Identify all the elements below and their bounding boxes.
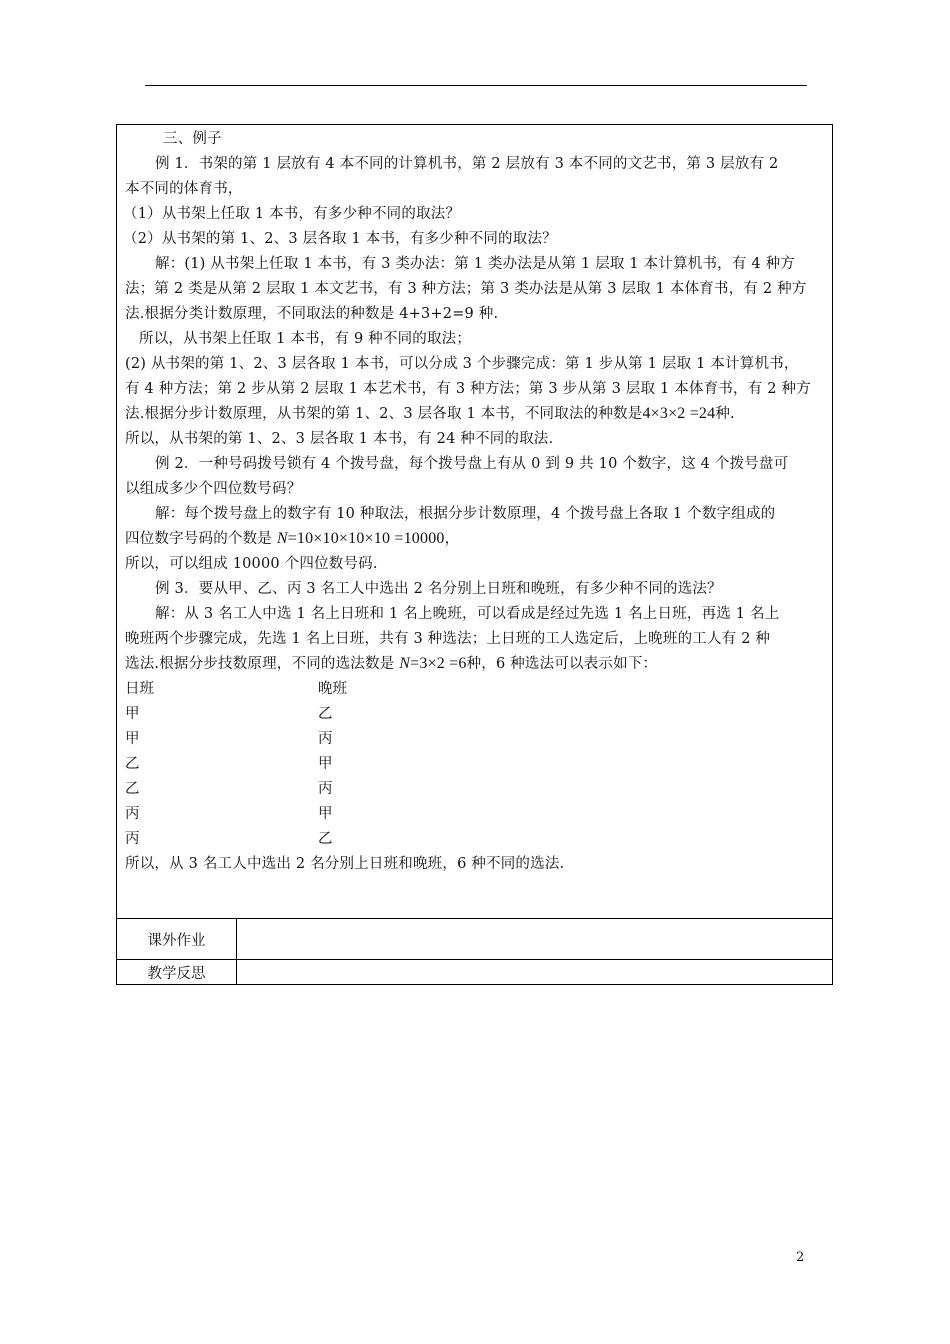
example3-conclusion: 所以，从 3 名工人中选出 2 名分别上日班和晚班，6 种不同的选法. (125, 856, 565, 872)
example2-conclusion: 所以，可以组成 10000 个四位数号码. (125, 556, 378, 572)
night-shift-cell: 乙 (318, 706, 333, 722)
example1-stem-line2: 本不同的体育书， (125, 181, 243, 197)
section-title: 三、例子 (163, 131, 222, 147)
example1-question2: （2）从书架的第 1、2、3 层各取 1 本书，有多少种不同的取法？ (123, 231, 557, 247)
homework-label: 课外作业 (117, 919, 237, 960)
example1-stem-line1: 例 1．书架的第 1 层放有 4 本不同的计算机书，第 2 层放有 3 本不同的文艺书，第 3 层放有 2 (155, 156, 779, 172)
example1-solution2-line3-prefix: 法.根据分步计数原理，从书架的第 1、2、3 层各取 1 本书，不同取法的种数是 (125, 406, 643, 422)
example3-formula: =3×2 =6 (410, 655, 467, 672)
example2-solution-line2 (125, 529, 824, 549)
homework-content-cell[interactable] (237, 919, 833, 960)
example1-formula: 4×3×2 =24 (642, 405, 716, 422)
day-shift-cell: 乙 (125, 756, 140, 772)
page-number: 2 (796, 1250, 805, 1265)
example1-solution1-line3: 法.根据分类计数原理，不同取法的种数是 4+3+2=9 种. (125, 306, 499, 322)
example2-solution-line1: 解：每个拨号盘上的数字有 10 种取法，根据分步计数原理，4 个拨号盘上各取 1 个数字组成的 (155, 506, 776, 522)
example1-question1: （1）从书架上任取 1 本书，有多少种不同的取法？ (123, 206, 461, 222)
homework-row (117, 919, 833, 960)
day-shift-header: 日班 (125, 681, 154, 697)
day-shift-cell: 丙 (125, 831, 140, 847)
reflection-label: 教学反思 (117, 960, 237, 985)
example3-stem: 例 3．要从甲、乙、丙 3 名工人中选出 2 名分别上日班和晚班，有多少种不同的选法？ (155, 581, 722, 597)
content-row (117, 125, 833, 919)
day-shift-cell: 甲 (125, 706, 140, 722)
night-shift-cell: 甲 (318, 806, 333, 822)
day-shift-cell: 丙 (125, 806, 140, 822)
header-rule (145, 85, 807, 86)
lesson-table (116, 124, 833, 985)
day-shift-cell: 甲 (125, 731, 140, 747)
night-shift-header: 晚班 (318, 681, 347, 697)
example3-formula-var: N (399, 655, 411, 672)
night-shift-cell: 甲 (318, 756, 333, 772)
example3-solution-line2: 晚班两个步骤完成，先选 1 名上日班，共有 3 种选法；上日班的工人选定后，上晚班的工人有 2 种 (125, 631, 771, 647)
example1-solution2-line2: 有 4 种方法；第 2 步从第 2 层取 1 本艺术书，有 3 种方法；第 3 步从第 3 层取 1 本体育书，有 2 种方 (125, 381, 811, 397)
example3-solution-line3 (125, 654, 824, 674)
reflection-row (117, 960, 833, 985)
reflection-content-cell[interactable] (237, 960, 833, 985)
example2-solution-line2-suffix: ， (444, 531, 460, 547)
example1-solution2-line3 (125, 404, 824, 424)
example3-solution-line3-prefix: 选法.根据分步技数原理，不同的选法数是 (125, 656, 395, 672)
example2-stem-line2: 以组成多少个四位数号码？ (125, 481, 302, 497)
example2-formula: =10×10×10×10 =10000 (287, 530, 445, 547)
night-shift-cell: 丙 (318, 731, 333, 747)
night-shift-cell: 丙 (318, 781, 333, 797)
example1-solution2-line1: (2) 从书架的第 1、2、3 层各取 1 本书，可以分成 3 个步骤完成：第 1 步从第 1 层取 1 本计算机书， (125, 356, 799, 372)
example2-solution-line2-prefix: 四位数字号码的个数是 (125, 531, 272, 547)
example3-solution-line1: 解：从 3 名工人中选 1 名上日班和 1 名上晚班，可以看成是经过先选 1 名上日班，再选 1 名上 (155, 606, 780, 622)
day-shift-cell: 乙 (125, 781, 140, 797)
example1-solution1-line2: 法；第 2 类是从第 2 层取 1 本文艺书，有 3 种方法；第 3 类办法是从第 3 层取 1 本体育书，有 2 种方 (125, 281, 807, 297)
night-shift-cell: 乙 (318, 831, 333, 847)
example1-solution2-line3-suffix: 种. (715, 406, 735, 422)
example2-formula-var: N (276, 530, 288, 547)
example1-solution1-line1: 解：(1) 从书架上任取 1 本书，有 3 类办法：第 1 类办法是从第 1 层取 1 本计算机书，有 4 种方 (155, 256, 796, 272)
example3-solution-line3-suffix: 种，6 种选法可以表示如下： (466, 656, 658, 672)
example1-solution2-conclusion: 所以，从书架的第 1、2、3 层各取 1 本书，有 24 种不同的取法. (125, 431, 554, 447)
examples-cell (117, 125, 833, 919)
example2-stem-line1: 例 2．一种号码拨号锁有 4 个拨号盘，每个拨号盘上有从 0 到 9 共 10 个数字，这 4 个拨号盘可 (155, 456, 789, 472)
example1-solution1-conclusion: 所以，从书架上任取 1 本书，有 9 种不同的取法； (139, 331, 472, 347)
